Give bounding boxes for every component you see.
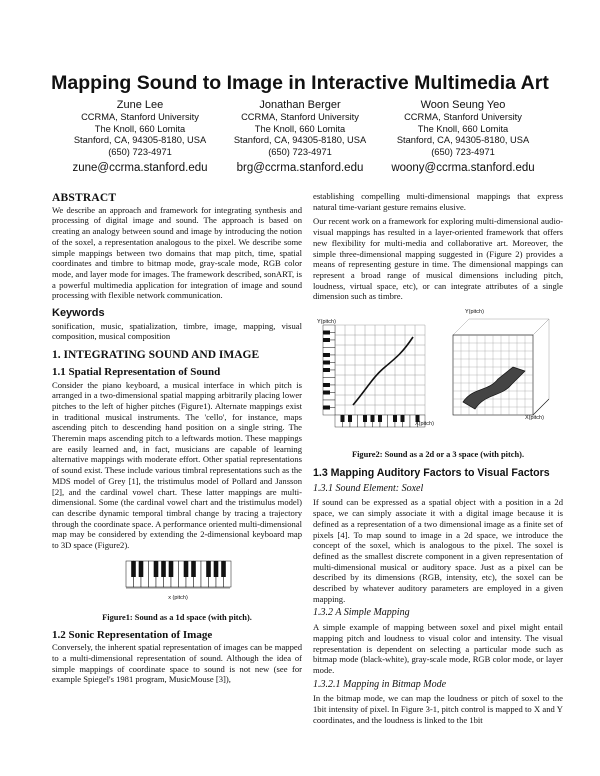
section1-2-heading: 1.2 Sonic Representation of Image — [52, 628, 213, 641]
author-name: Zune Lee — [116, 99, 164, 111]
black-key — [323, 353, 330, 357]
trajectory-2d — [353, 337, 413, 405]
keyboard-y-axis — [323, 325, 335, 415]
author-addr1: The Knoll, 660 Lomita — [417, 123, 509, 134]
author-phone: (650) 723-4971 — [268, 146, 332, 157]
black-key — [363, 415, 367, 422]
author-name: Jonathan Berger — [259, 99, 341, 111]
black-key — [169, 561, 174, 577]
grid-top — [453, 319, 549, 335]
x-axis-label-2d: X(pitch) — [415, 421, 434, 428]
black-key — [341, 415, 345, 422]
author-email[interactable]: brg@ccrma.stanford.edu — [236, 162, 364, 174]
paper-title: Mapping Sound to Image in Interactive Multimedia Art — [51, 72, 549, 94]
black-key — [323, 368, 330, 372]
black-key — [184, 561, 189, 577]
depth-edge — [533, 399, 549, 415]
section1-3-1-text: If sound can be expressed as a spatial object with a position in a 2d space, we can simply associate it with a digital image because it is defined as a representation of a two dimensional image as a finite set of pixels [4]. To map sound to image in a 2d space, we introduce the concept of the soxel, which is analogous to the pixel. The soxel is defined as the smallest discrete component in a given representation of multi-dimensional musical or auditory space. Just as a pixel can be described by its dimensions (RGB, intensity, etc), the soxel can be described by whatever auditory parameters are employed in a given mapping. — [313, 497, 563, 604]
author-addr2: Stanford, CA, 94305-8180, USA — [233, 135, 367, 145]
black-key — [378, 415, 382, 422]
black-key — [161, 561, 166, 577]
author-addr1: The Knoll, 660 Lomita — [94, 123, 186, 134]
author-phone: (650) 723-4971 — [431, 146, 495, 157]
section1-3-2-1-text: In the bitmap mode, we can map the loudness or pitch of soxel to the 1bit intensity of pixel. In Figure 3-1, pitch control is mapped to X and Y coordinates, and the loudness is linked to the 1bit — [313, 693, 563, 725]
abstract-text: We describe an approach and framework for integrating synthesis and processing of digital image and sound. The approach is based on creating an analogy between sound and image by introducing the notion of the soxel, a representation analogous to the pixel. We describe some simple mappings between two domains that map pitch, time, spatial coordinates and timbre to bitmap mode, gray-scale mode, RGB color mode, and layer mode for images. The framework described, sonART, is a powerful multimedia application for integration of image and sound processing with flexible network communication. — [52, 204, 302, 301]
keywords-text: sonification, music, spatialization, timbre, image, mapping, visual composition, musical composition — [52, 320, 302, 342]
section1-3-2-heading: 1.3.2 A Simple Mapping — [313, 607, 410, 619]
trajectory-3d — [463, 367, 525, 409]
section1-3-2-text: A simple example of mapping between soxel and pixel might entail mapping pitch and loudness to visual color and intensity. The visual representation is dependent on selecting a particular mode such as bitmap mode (black-white), gray-scale mode, RGB color mode, or layer mode. — [313, 622, 563, 675]
right-para-2: Our recent work on a framework for exploring multi-dimensional audio-visual mappings has resulted in a layer-oriented framework that offers new flexibility for multi-media and collaborative art. Moreover, the simple three-dimensional mapping suggested in (Figure 2) provides a means of representing gesture in time. The dimensional mappings can represent a broad range of musical dimensions including pitch, loudness, virtual space, etc), or can integrate attributes of a single dimension such as timbre. — [313, 216, 563, 302]
y-axis-label-2d: Y(pitch) — [317, 319, 336, 326]
author-addr1: The Knoll, 660 Lomita — [254, 123, 346, 134]
author-name: Woon Seung Yeo — [420, 99, 506, 111]
depth-edge — [533, 319, 549, 335]
figure-1-caption: Figure1: Sound as a 1d space (with pitch). — [102, 612, 252, 622]
black-key — [221, 561, 226, 577]
black-key — [206, 561, 211, 577]
black-key — [348, 415, 352, 422]
section1-3-2-1-heading: 1.3.2.1 Mapping in Bitmap Mode — [313, 678, 447, 690]
black-key — [154, 561, 159, 577]
black-key — [323, 361, 330, 365]
keyboard-x-axis — [335, 415, 425, 427]
black-key — [401, 415, 405, 422]
left-column — [52, 193, 302, 689]
black-key — [214, 561, 219, 577]
x-axis-label-3d: X(pitch) — [525, 415, 544, 422]
black-key — [191, 561, 196, 577]
right-para-1: establishing compelling multi-dimensional mappings that express natural time-variant gesture remains elusive. — [313, 191, 563, 212]
author-org: CCRMA, Stanford University — [81, 112, 199, 122]
section1-1-heading: 1.1 Spatial Representation of Sound — [52, 365, 221, 378]
black-key — [371, 415, 375, 422]
section1-heading: 1. INTEGRATING SOUND AND IMAGE — [52, 349, 260, 362]
author-email[interactable]: zune@ccrma.stanford.edu — [72, 162, 208, 174]
abstract-heading: ABSTRACT — [52, 192, 117, 204]
author-email[interactable]: woony@ccrma.stanford.edu — [391, 162, 535, 174]
black-key — [323, 331, 330, 335]
mapping-diagram — [313, 307, 563, 447]
section1-2-text: Conversely, the inherent spatial representation of images can be mapped to a multi-dimensional representation of sound. Although the idea of simple mappings of coordinate space to sound is not new (see for example Spiegel's 1981 program, MusicMouse [3]), — [52, 642, 302, 685]
author-3 — [363, 98, 563, 175]
author-phone: (650) 723-4971 — [108, 146, 172, 157]
black-key — [323, 391, 330, 395]
black-key — [139, 561, 144, 577]
right-column — [313, 191, 563, 730]
black-key — [323, 406, 330, 410]
figure-2 — [313, 307, 563, 447]
black-key — [131, 561, 136, 577]
black-key — [323, 338, 330, 342]
section1-3-heading: 1.3 Mapping Auditory Factors to Visual Factors — [313, 466, 550, 479]
pitch-axis-label: x (pitch) — [168, 594, 188, 601]
keywords-heading: Keywords — [52, 307, 105, 320]
figure-2-caption: Figure2: Sound as a 2d or a 3 space (with pitch). — [351, 450, 525, 460]
section1-1-text: Consider the piano keyboard, a musical interface in which pitch is arranged in a two-dimensional spatial mapping arbitrarily placing lower pitches to the left of higher pitches (Figure1). Alternate mappings exist in traditional musical instruments. The 'cello', for instance, maps ascending pitch to descending hand position on a single string. The Theremin maps ascending pitch to a leftwards motion. These mappings are easily learned and, in fact, musicians are capable of learning alternative mappings with moderate effort. Other spatial representations of sound exist. These include various timbral representations such as the MDS model of Grey [1], the tristimulus model of Pollard and Jansson [2], and the cardinal vowel chart. These latter mappings are multi-dimensional. Some (the cardinal vowel chart and the tristimulus model) can describe dynamic temporal timbral change by tracing a trajectory through the coordinate space. A performance oriented multi-dimensional map may be considered by extending the 2-dimensional keyboard map to 3D space (Figure2). — [52, 379, 302, 551]
black-key — [393, 415, 397, 422]
author-addr2: Stanford, CA, 94305-8180, USA — [396, 135, 530, 145]
section1-3-1-heading: 1.3.1 Sound Element: Soxel — [313, 482, 424, 494]
author-org: CCRMA, Stanford University — [241, 112, 359, 122]
keyboard-keys — [126, 561, 231, 587]
black-key — [323, 383, 330, 387]
author-addr2: Stanford, CA, 94305-8180, USA — [73, 135, 207, 145]
figure-1 — [52, 555, 302, 610]
keyboard-diagram — [52, 555, 302, 607]
y-axis-label-3d: Y(pitch) — [465, 309, 484, 316]
author-org: CCRMA, Stanford University — [404, 112, 522, 122]
